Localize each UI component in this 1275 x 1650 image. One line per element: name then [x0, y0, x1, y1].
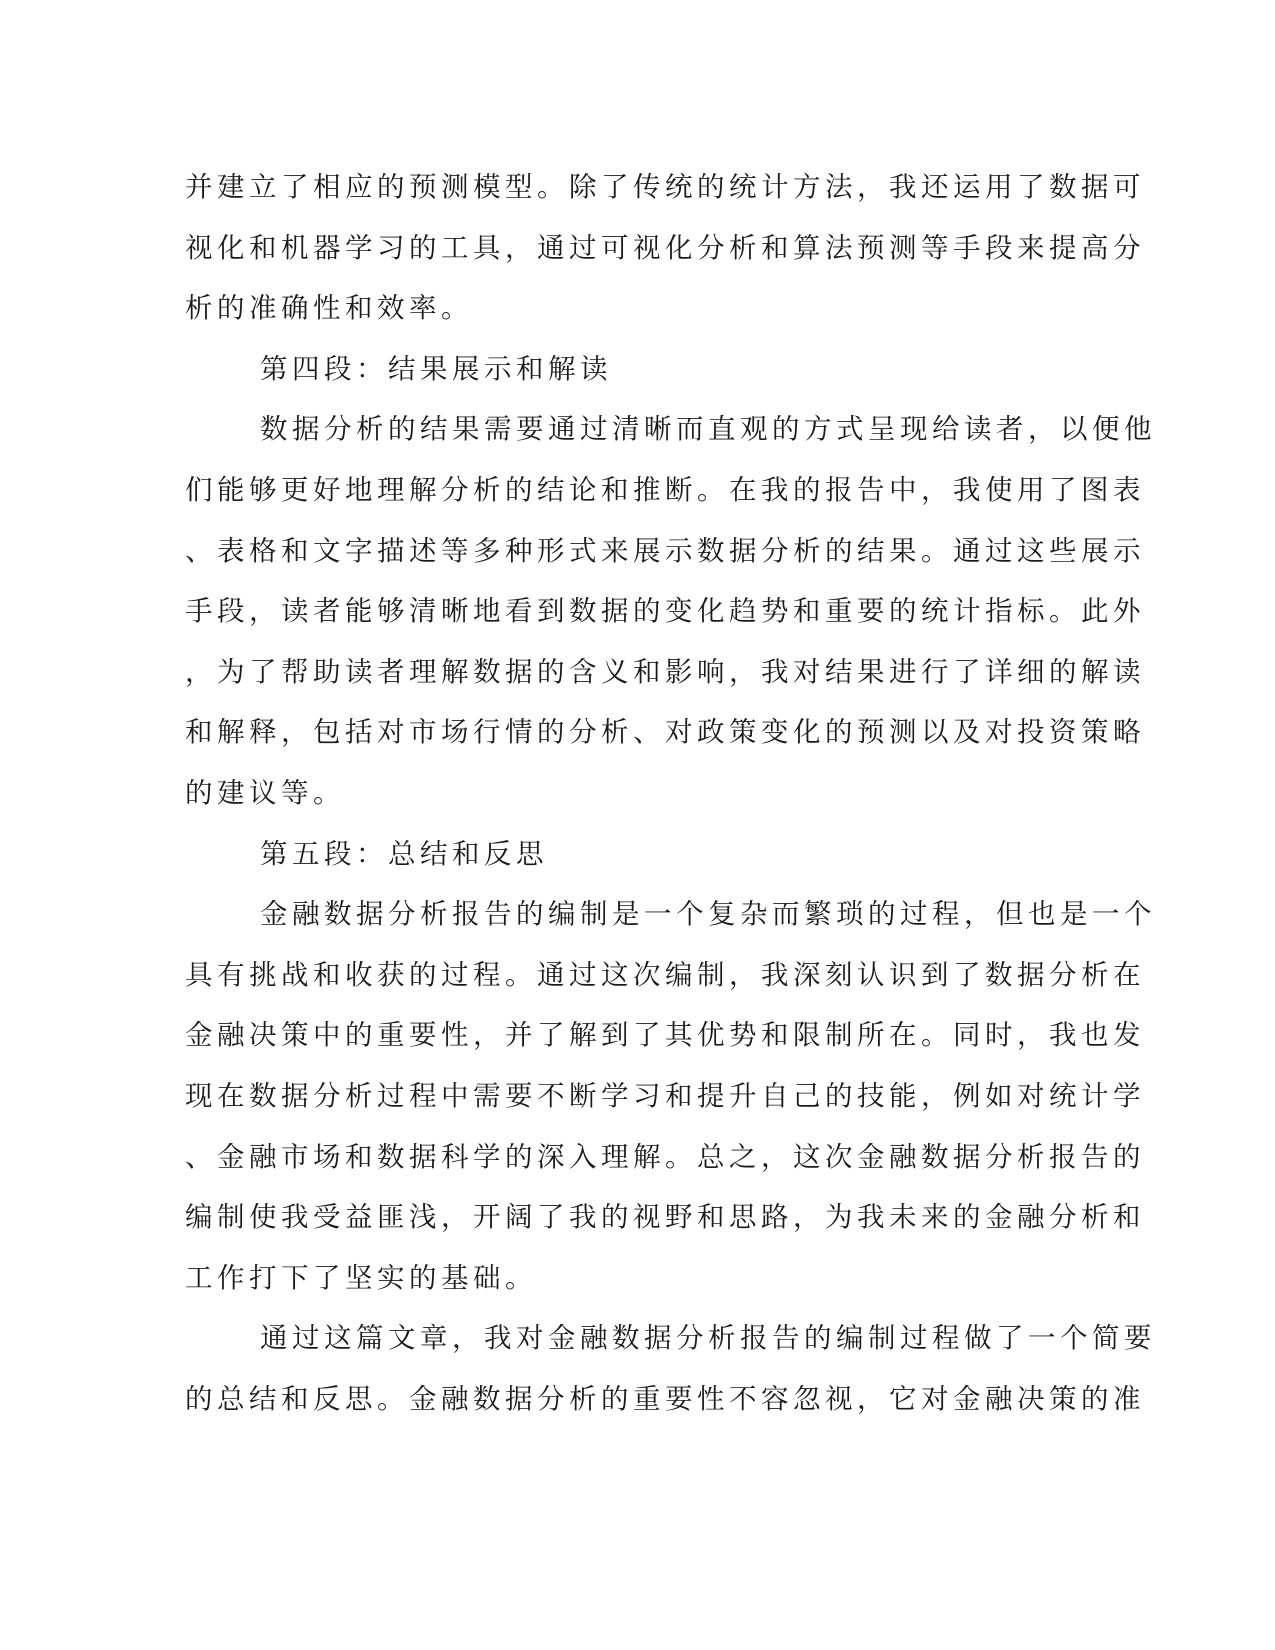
text-line: 通过这篇文章，我对金融数据分析报告的编制过程做了一个简要	[260, 1322, 1156, 1355]
text-line: 的总结和反思。金融数据分析的重要性不容忽视，它对金融决策的准	[185, 1382, 1145, 1415]
text-line: 数据分析的结果需要通过清晰而直观的方式呈现给读者，以便他	[260, 413, 1156, 446]
section-4-paragraph	[185, 399, 1156, 823]
text-line: 视化和机器学习的工具，通过可视化分析和算法预测等手段来提高分	[185, 231, 1145, 264]
text-line: ，为了帮助读者理解数据的含义和影响，我对结果进行了详细的解读	[185, 655, 1145, 688]
text-line: 金融数据分析报告的编制是一个复杂而繁琐的过程，但也是一个	[260, 898, 1156, 931]
section-heading-5: 第五段：总结和反思	[260, 837, 548, 870]
text-line: 工作打下了坚实的基础。	[185, 1261, 537, 1294]
text-line: 的建议等。	[185, 776, 345, 809]
text-line: 、表格和文字描述等多种形式来展示数据分析的结果。通过这些展示	[185, 534, 1145, 567]
text-line: 并建立了相应的预测模型。除了传统的统计方法，我还运用了数据可	[185, 171, 1145, 203]
text-line: 们能够更好地理解分析的结论和推断。在我的报告中，我使用了图表	[185, 473, 1145, 506]
text-line: 金融决策中的重要性，并了解到了其优势和限制所在。同时，我也发	[185, 1019, 1145, 1052]
text-line: 具有挑战和收获的过程。通过这次编制，我深刻认识到了数据分析在	[185, 958, 1145, 991]
section-5-paragraph	[185, 884, 1156, 1308]
closing-paragraph	[185, 1308, 1156, 1429]
section-heading-4: 第四段：结果展示和解读	[260, 352, 612, 385]
text-line: 和解释，包括对市场行情的分析、对政策变化的预测以及对投资策略	[185, 716, 1145, 749]
document-body	[185, 157, 1156, 1429]
text-line: 现在数据分析过程中需要不断学习和提升自己的技能，例如对统计学	[185, 1079, 1145, 1112]
text-line: 析的准确性和效率。	[185, 292, 473, 325]
text-line: 编制使我受益匪浅，开阔了我的视野和思路，为我未来的金融分析和	[185, 1201, 1145, 1234]
text-line: 、金融市场和数据科学的深入理解。总之，这次金融数据分析报告的	[185, 1140, 1145, 1173]
paragraph-continued	[185, 157, 1145, 339]
text-line: 手段，读者能够清晰地看到数据的变化趋势和重要的统计指标。此外	[185, 595, 1145, 628]
